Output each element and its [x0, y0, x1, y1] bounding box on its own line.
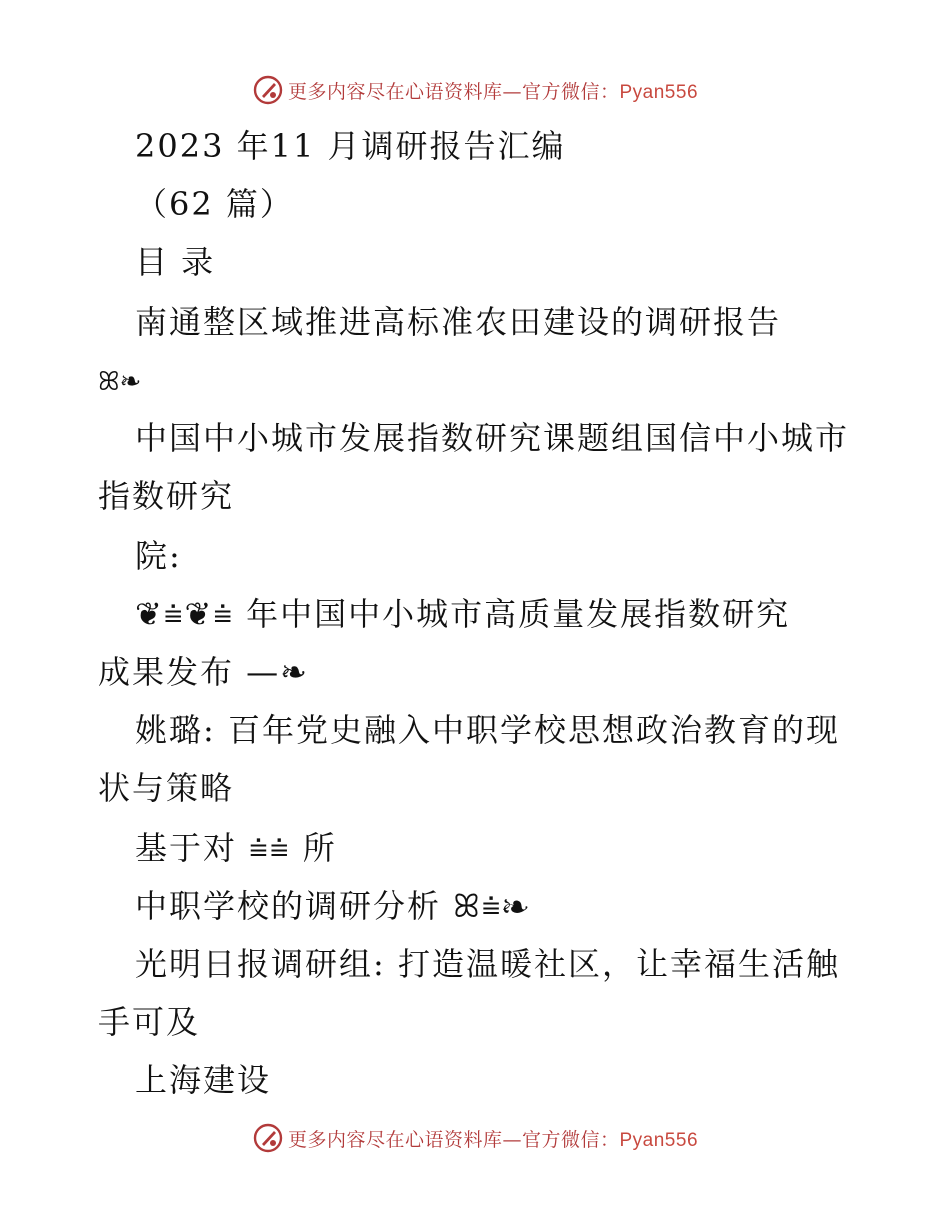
toc-entry: 基于对 ⩧⩧ 所: [135, 829, 337, 867]
toc-entry: 南通整区域推进高标准农田建设的调研报告: [135, 303, 782, 341]
document-title: 2023 年11 月调研报告汇编: [135, 127, 566, 165]
banner-text: 更多内容尽在心语资料库—官方微信：Pyan556: [287, 80, 699, 103]
toc-entry-cont: 院:: [135, 537, 182, 575]
toc-entry: 光明日报调研组: 打造温暖社区，让幸福生活触: [135, 945, 840, 983]
toc-page-number: ꕤ❧: [98, 367, 142, 397]
toc-entry-cont: 手可及: [98, 1003, 201, 1041]
toc-entry-cont: 中职学校的调研分析 ꕤ⩧❧: [135, 887, 531, 925]
brand-logo-icon: [252, 1122, 284, 1154]
wechat-id: Pyan556: [619, 1129, 699, 1151]
wechat-id: Pyan556: [619, 81, 699, 103]
article-count: （62 篇）: [135, 185, 294, 223]
toc-entry: 中国中小城市发展指数研究课题组国信中小城市: [135, 419, 850, 457]
toc-entry-cont: 指数研究: [98, 477, 235, 515]
banner-text: 更多内容尽在心语资料库—官方微信：Pyan556: [287, 1128, 699, 1151]
toc-entry: 上海建设: [135, 1061, 272, 1099]
brand-logo-icon: [252, 74, 284, 106]
toc-entry: 姚璐: 百年党史融入中职学校思想政治教育的现: [135, 711, 840, 749]
toc-entry-cont: 状与策略: [98, 769, 235, 807]
footer-banner: [0, 1118, 950, 1158]
toc-heading: 目 录: [135, 243, 216, 281]
toc-entry: ❦⩧❦⩧ 年中国中小城市高质量发展指数研究: [135, 595, 791, 633]
header-banner: [0, 70, 950, 110]
toc-entry-cont: 成果发布 —❧: [98, 653, 309, 691]
